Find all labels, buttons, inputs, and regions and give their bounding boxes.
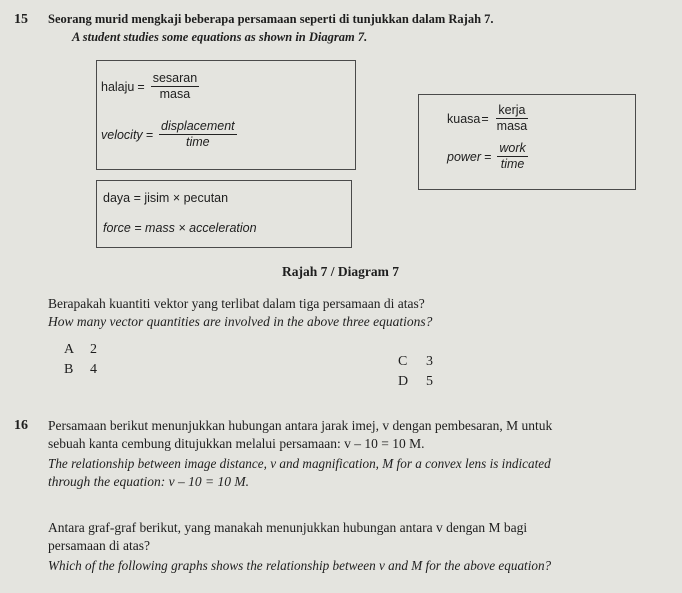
- option-letter: C: [398, 354, 408, 369]
- equation-velocity: [101, 119, 237, 150]
- fraction: [497, 141, 527, 172]
- equation-box-power: [418, 94, 636, 190]
- option-value: 2: [90, 342, 97, 357]
- q16-text-english-line2: through the equation: v – 10 = 10 M.: [48, 474, 249, 489]
- eq-lhs: velocity: [101, 127, 143, 142]
- q15-question-english: How many vector quantities are involved in the above three equations?: [48, 314, 433, 329]
- denominator: time: [500, 157, 525, 171]
- q15-text-english: A student studies some equations as shown in Diagram 7.: [72, 30, 368, 44]
- fraction: [495, 103, 530, 134]
- equation-box-velocity: [96, 60, 356, 170]
- denominator: masa: [159, 87, 191, 101]
- q16-text-malay-line1: Persamaan berikut menunjukkan hubungan antara jarak imej, v dengan pembesaran, M untuk: [48, 418, 553, 433]
- fraction: [159, 119, 237, 150]
- q16-question-english: Which of the following graphs shows the relationship between v and M for the above equation?: [48, 558, 552, 573]
- option-letter: B: [64, 362, 74, 377]
- diagram-caption: Rajah 7 / Diagram 7: [282, 264, 399, 279]
- q16-text-english-line1: The relationship between image distance, v and magnification, M for a convex lens is indicated: [48, 456, 551, 471]
- q16-text-malay-line2: sebuah kanta cembung ditujukkan melalui persamaan: v – 10 = 10 M.: [48, 436, 425, 451]
- question-number-15: 15: [14, 12, 28, 27]
- option-d[interactable]: [398, 374, 433, 390]
- numerator: displacement: [161, 119, 235, 133]
- option-letter: D: [398, 374, 409, 389]
- q16-question-malay-line2: persamaan di atas?: [48, 538, 150, 553]
- eq-equals: =: [481, 111, 489, 126]
- equation-box-force: [96, 180, 352, 248]
- eq-equals: =: [484, 149, 492, 164]
- option-value: 5: [426, 374, 433, 389]
- eq-equals: =: [137, 79, 145, 94]
- option-b[interactable]: [64, 362, 97, 378]
- option-value: 3: [426, 354, 433, 369]
- equation-kuasa: [447, 103, 529, 134]
- eq-equals: =: [145, 127, 153, 142]
- equation-halaju: [101, 71, 199, 102]
- question-number-16: 16: [14, 418, 28, 433]
- equation-power: [447, 141, 528, 172]
- numerator: work: [499, 141, 526, 155]
- option-c[interactable]: [398, 354, 433, 370]
- q15-question-malay: Berapakah kuantiti vektor yang terlibat dalam tiga persamaan di atas?: [48, 296, 425, 311]
- denominator: masa: [496, 119, 528, 133]
- eq-lhs: kuasa: [447, 111, 481, 126]
- q16-question-malay-line1: Antara graf-graf berikut, yang manakah menunjukkan hubungan antara v dengan M bagi: [48, 520, 528, 535]
- numerator: kerja: [498, 103, 526, 117]
- equation-daya: daya = jisim × pecutan: [103, 191, 229, 205]
- equation-force: force = mass × acceleration: [103, 221, 257, 235]
- eq-lhs: power: [447, 149, 482, 164]
- fraction: [151, 71, 199, 102]
- option-value: 4: [90, 362, 97, 377]
- eq-lhs: halaju: [101, 79, 135, 94]
- option-a[interactable]: [64, 342, 97, 358]
- denominator: time: [186, 135, 210, 149]
- numerator: sesaran: [152, 71, 198, 85]
- q15-text-malay: Seorang murid mengkaji beberapa persamaan seperti di tunjukkan dalam Rajah 7.: [48, 12, 494, 26]
- option-letter: A: [64, 342, 75, 357]
